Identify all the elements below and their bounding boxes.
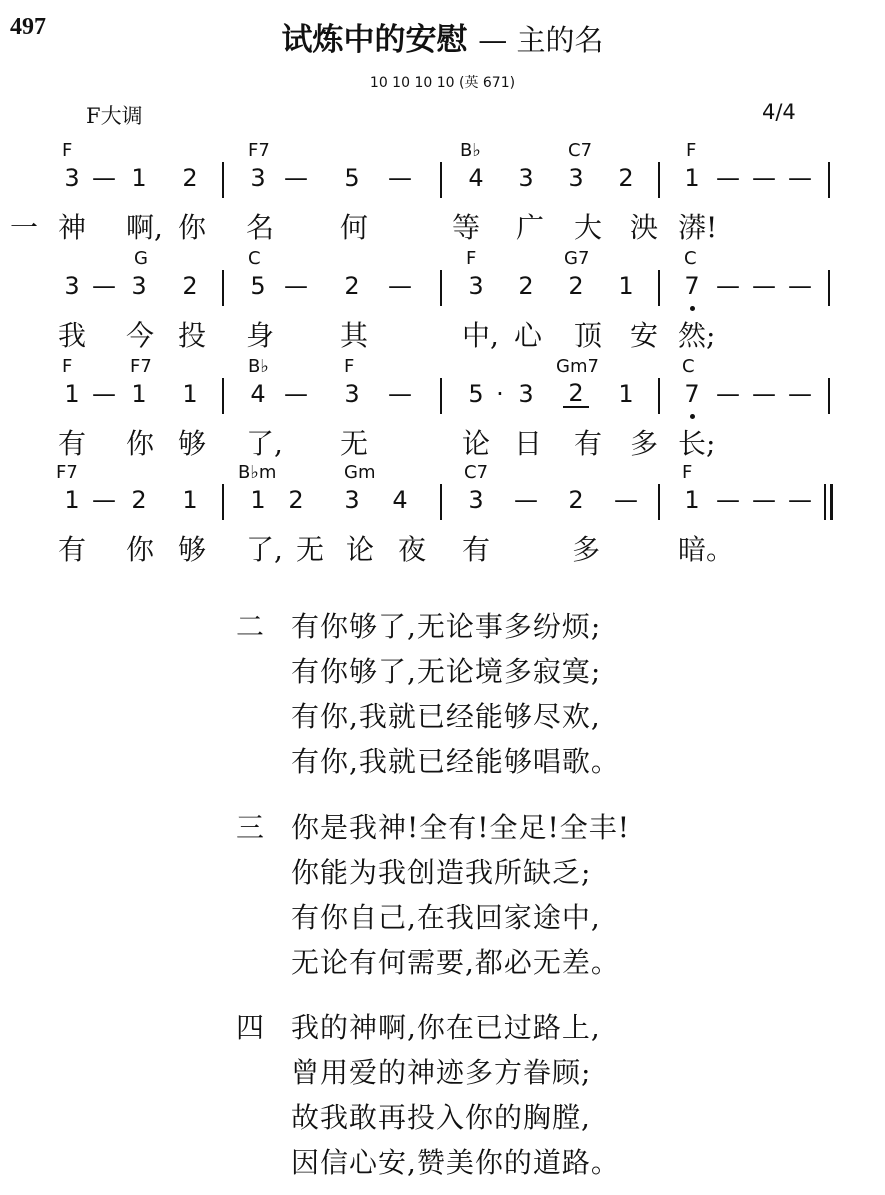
title-sub: — 主的名: [478, 23, 604, 57]
dash-note: —: [752, 380, 776, 408]
note: 3: [518, 380, 534, 408]
note: 4: [468, 164, 484, 192]
dash-note: —: [388, 164, 412, 192]
note: 2: [344, 272, 360, 300]
note: 1: [618, 380, 634, 408]
score-row: [0, 462, 885, 572]
note: 1: [131, 380, 147, 408]
time-signature: 4/4: [762, 100, 796, 124]
note: 1: [250, 486, 266, 514]
chord-symbol: F7: [130, 356, 152, 377]
lyric-syllable: 你: [178, 211, 207, 244]
lyric-syllable: 暗。: [678, 533, 735, 566]
chord-symbol: B♭: [460, 140, 481, 161]
chord-symbol: C: [684, 248, 697, 269]
chord-symbol: G: [134, 248, 148, 269]
barline: [658, 484, 660, 520]
lyric-syllable: 神: [58, 211, 87, 244]
barline: [658, 162, 660, 198]
note: 3: [468, 486, 484, 514]
dash-note: —: [716, 486, 740, 514]
note: 2: [518, 272, 534, 300]
note: 3: [344, 486, 360, 514]
dash-note: —: [284, 272, 308, 300]
dash-note: —: [284, 380, 308, 408]
barline: [440, 270, 442, 306]
chord-symbol: F: [62, 356, 73, 377]
lyric-syllable: 一: [10, 211, 39, 244]
dash-note: —: [92, 272, 116, 300]
verse-line: 故我敢再投入你的胸膛,: [291, 1101, 591, 1134]
dash-note: —: [788, 272, 812, 300]
dash-note: —: [716, 272, 740, 300]
dash-note: —: [92, 164, 116, 192]
note: 1: [131, 164, 147, 192]
note: 5: [250, 272, 266, 300]
lyric-syllable: 多: [572, 533, 601, 566]
key-signature: F大调: [86, 104, 143, 128]
note: 4: [392, 486, 408, 514]
lyric-syllable: 有: [574, 427, 603, 460]
dash-note: —: [388, 272, 412, 300]
lyric-syllable: 够: [178, 427, 207, 460]
chord-symbol: C: [248, 248, 261, 269]
verse-line: 因信心安,赞美你的道路。: [291, 1146, 620, 1179]
chord-symbol: F: [686, 140, 697, 161]
lyric-syllable: 广: [516, 211, 545, 244]
note: 2: [568, 272, 584, 300]
chord-symbol: G7: [564, 248, 590, 269]
lyric-syllable: 无: [296, 533, 325, 566]
chord-symbol: F7: [56, 462, 78, 483]
note: 2: [618, 164, 634, 192]
title-main: 试炼中的安慰: [281, 22, 468, 58]
lyric-syllable: 等: [452, 211, 481, 244]
dash-note: —: [788, 486, 812, 514]
lyric-syllable: 长;: [678, 427, 716, 460]
lyric-syllable: 何: [340, 211, 369, 244]
lyric-syllable: 大: [574, 211, 603, 244]
note: 5: [344, 164, 360, 192]
barline: [222, 484, 224, 520]
note: 1: [684, 486, 700, 514]
chord-symbol: C7: [568, 140, 593, 161]
note: 2: [288, 486, 304, 514]
lyric-syllable: 漭!: [678, 211, 718, 244]
verse-line: 你是我神!全有!全足!全丰!: [291, 811, 631, 844]
verse-line: 有你够了,无论境多寂寞;: [291, 655, 602, 688]
lyric-syllable: 泱: [630, 211, 659, 244]
chord-symbol: F: [62, 140, 73, 161]
hymn-title: [0, 14, 885, 59]
lyric-syllable: 中,: [462, 319, 499, 352]
lyric-syllable: 你: [126, 533, 155, 566]
note: 3: [131, 272, 147, 300]
lyric-syllable: 有: [58, 427, 87, 460]
barline: [222, 162, 224, 198]
lyric-syllable: 然;: [678, 319, 716, 352]
chord-symbol: Gm: [344, 462, 376, 483]
note: 3: [64, 164, 80, 192]
verse-line: 你能为我创造我所缺乏;: [291, 856, 592, 889]
score-row: [0, 248, 885, 358]
lyric-syllable: 心: [514, 319, 543, 352]
verse-line: 有你,我就已经能够唱歌。: [291, 745, 620, 778]
meter-line: 10 10 10 10 (英 671): [369, 75, 516, 91]
barline: [828, 378, 830, 414]
final-barline: [824, 484, 826, 520]
lyric-syllable: 啊,: [126, 211, 163, 244]
note: 7: [679, 272, 705, 300]
lyric-syllable: 其: [340, 319, 369, 352]
note: 3: [250, 164, 266, 192]
note: 1: [618, 272, 634, 300]
score-row: [0, 356, 885, 466]
lyric-syllable: 有: [58, 533, 87, 566]
lyric-syllable: 够: [178, 533, 207, 566]
verse-line: 无论有何需要,都必无差。: [291, 946, 620, 979]
chord-symbol: B♭m: [238, 462, 277, 483]
dash-note: —: [614, 486, 638, 514]
lyric-syllable: 名: [246, 211, 275, 244]
note: 5: [468, 380, 484, 408]
lyric-syllable: 投: [178, 319, 207, 352]
verse-number: 四: [236, 1011, 265, 1044]
verse-line: 有你够了,无论事多纷烦;: [291, 610, 602, 643]
barline: [828, 162, 830, 198]
lyric-syllable: 多: [630, 427, 659, 460]
lyric-syllable: 我: [58, 319, 87, 352]
dot-note: ·: [496, 380, 504, 408]
barline: [440, 484, 442, 520]
note: 1: [684, 164, 700, 192]
dash-note: —: [92, 486, 116, 514]
verse-line: 曾用爱的神迹多方眷顾;: [291, 1056, 592, 1089]
lyric-syllable: 今: [126, 319, 155, 352]
lyric-syllable: 有: [462, 533, 491, 566]
lyric-syllable: 了,: [246, 533, 283, 566]
dash-note: —: [716, 164, 740, 192]
chord-symbol: Gm7: [556, 356, 599, 377]
barline: [658, 378, 660, 414]
barline: [828, 270, 830, 306]
barline: [222, 270, 224, 306]
barline: [222, 378, 224, 414]
note: 1: [182, 380, 198, 408]
note: 1: [64, 380, 80, 408]
dash-note: —: [716, 380, 740, 408]
dash-note: —: [752, 164, 776, 192]
note: 7: [679, 380, 705, 408]
verse-line: 有你自己,在我回家途中,: [291, 901, 601, 934]
lyric-syllable: 论: [346, 533, 375, 566]
final-barline-thick: [830, 484, 833, 520]
note: 4: [250, 380, 266, 408]
note: 1: [64, 486, 80, 514]
chord-symbol: F7: [248, 140, 270, 161]
barline: [440, 378, 442, 414]
lyric-syllable: 身: [246, 319, 275, 352]
lyric-syllable: 无: [340, 427, 369, 460]
note: 1: [182, 486, 198, 514]
lyric-syllable: 夜: [398, 533, 427, 566]
dash-note: —: [388, 380, 412, 408]
dash-note: —: [752, 272, 776, 300]
dash-note: —: [514, 486, 538, 514]
chord-symbol: C: [682, 356, 695, 377]
dash-note: —: [788, 380, 812, 408]
lyric-syllable: 你: [126, 427, 155, 460]
lyric-syllable: 日: [514, 427, 543, 460]
barline: [658, 270, 660, 306]
verse-line: 有你,我就已经能够尽欢,: [291, 700, 601, 733]
score-row: [0, 140, 885, 250]
note: 3: [64, 272, 80, 300]
barline: [440, 162, 442, 198]
note: 2: [182, 272, 198, 300]
note: 2: [563, 380, 589, 408]
dash-note: —: [284, 164, 308, 192]
dash-note: —: [788, 164, 812, 192]
note: 3: [468, 272, 484, 300]
dash-note: —: [752, 486, 776, 514]
dash-note: —: [92, 380, 116, 408]
verse-number: 二: [236, 610, 265, 643]
chord-symbol: F: [344, 356, 355, 377]
lyric-syllable: 顶: [574, 319, 603, 352]
note: 3: [518, 164, 534, 192]
note: 3: [568, 164, 584, 192]
verse-number: 三: [236, 811, 265, 844]
chord-symbol: B♭: [248, 356, 269, 377]
chord-symbol: F: [682, 462, 693, 483]
hymn-number: 497: [10, 14, 46, 40]
note: 3: [344, 380, 360, 408]
verse-line: 我的神啊,你在已过路上,: [291, 1011, 601, 1044]
lyric-syllable: 了,: [246, 427, 283, 460]
chord-symbol: C7: [464, 462, 489, 483]
note: 2: [182, 164, 198, 192]
lyric-syllable: 论: [462, 427, 491, 460]
note: 2: [568, 486, 584, 514]
chord-symbol: F: [466, 248, 477, 269]
note: 2: [131, 486, 147, 514]
lyric-syllable: 安: [630, 319, 659, 352]
